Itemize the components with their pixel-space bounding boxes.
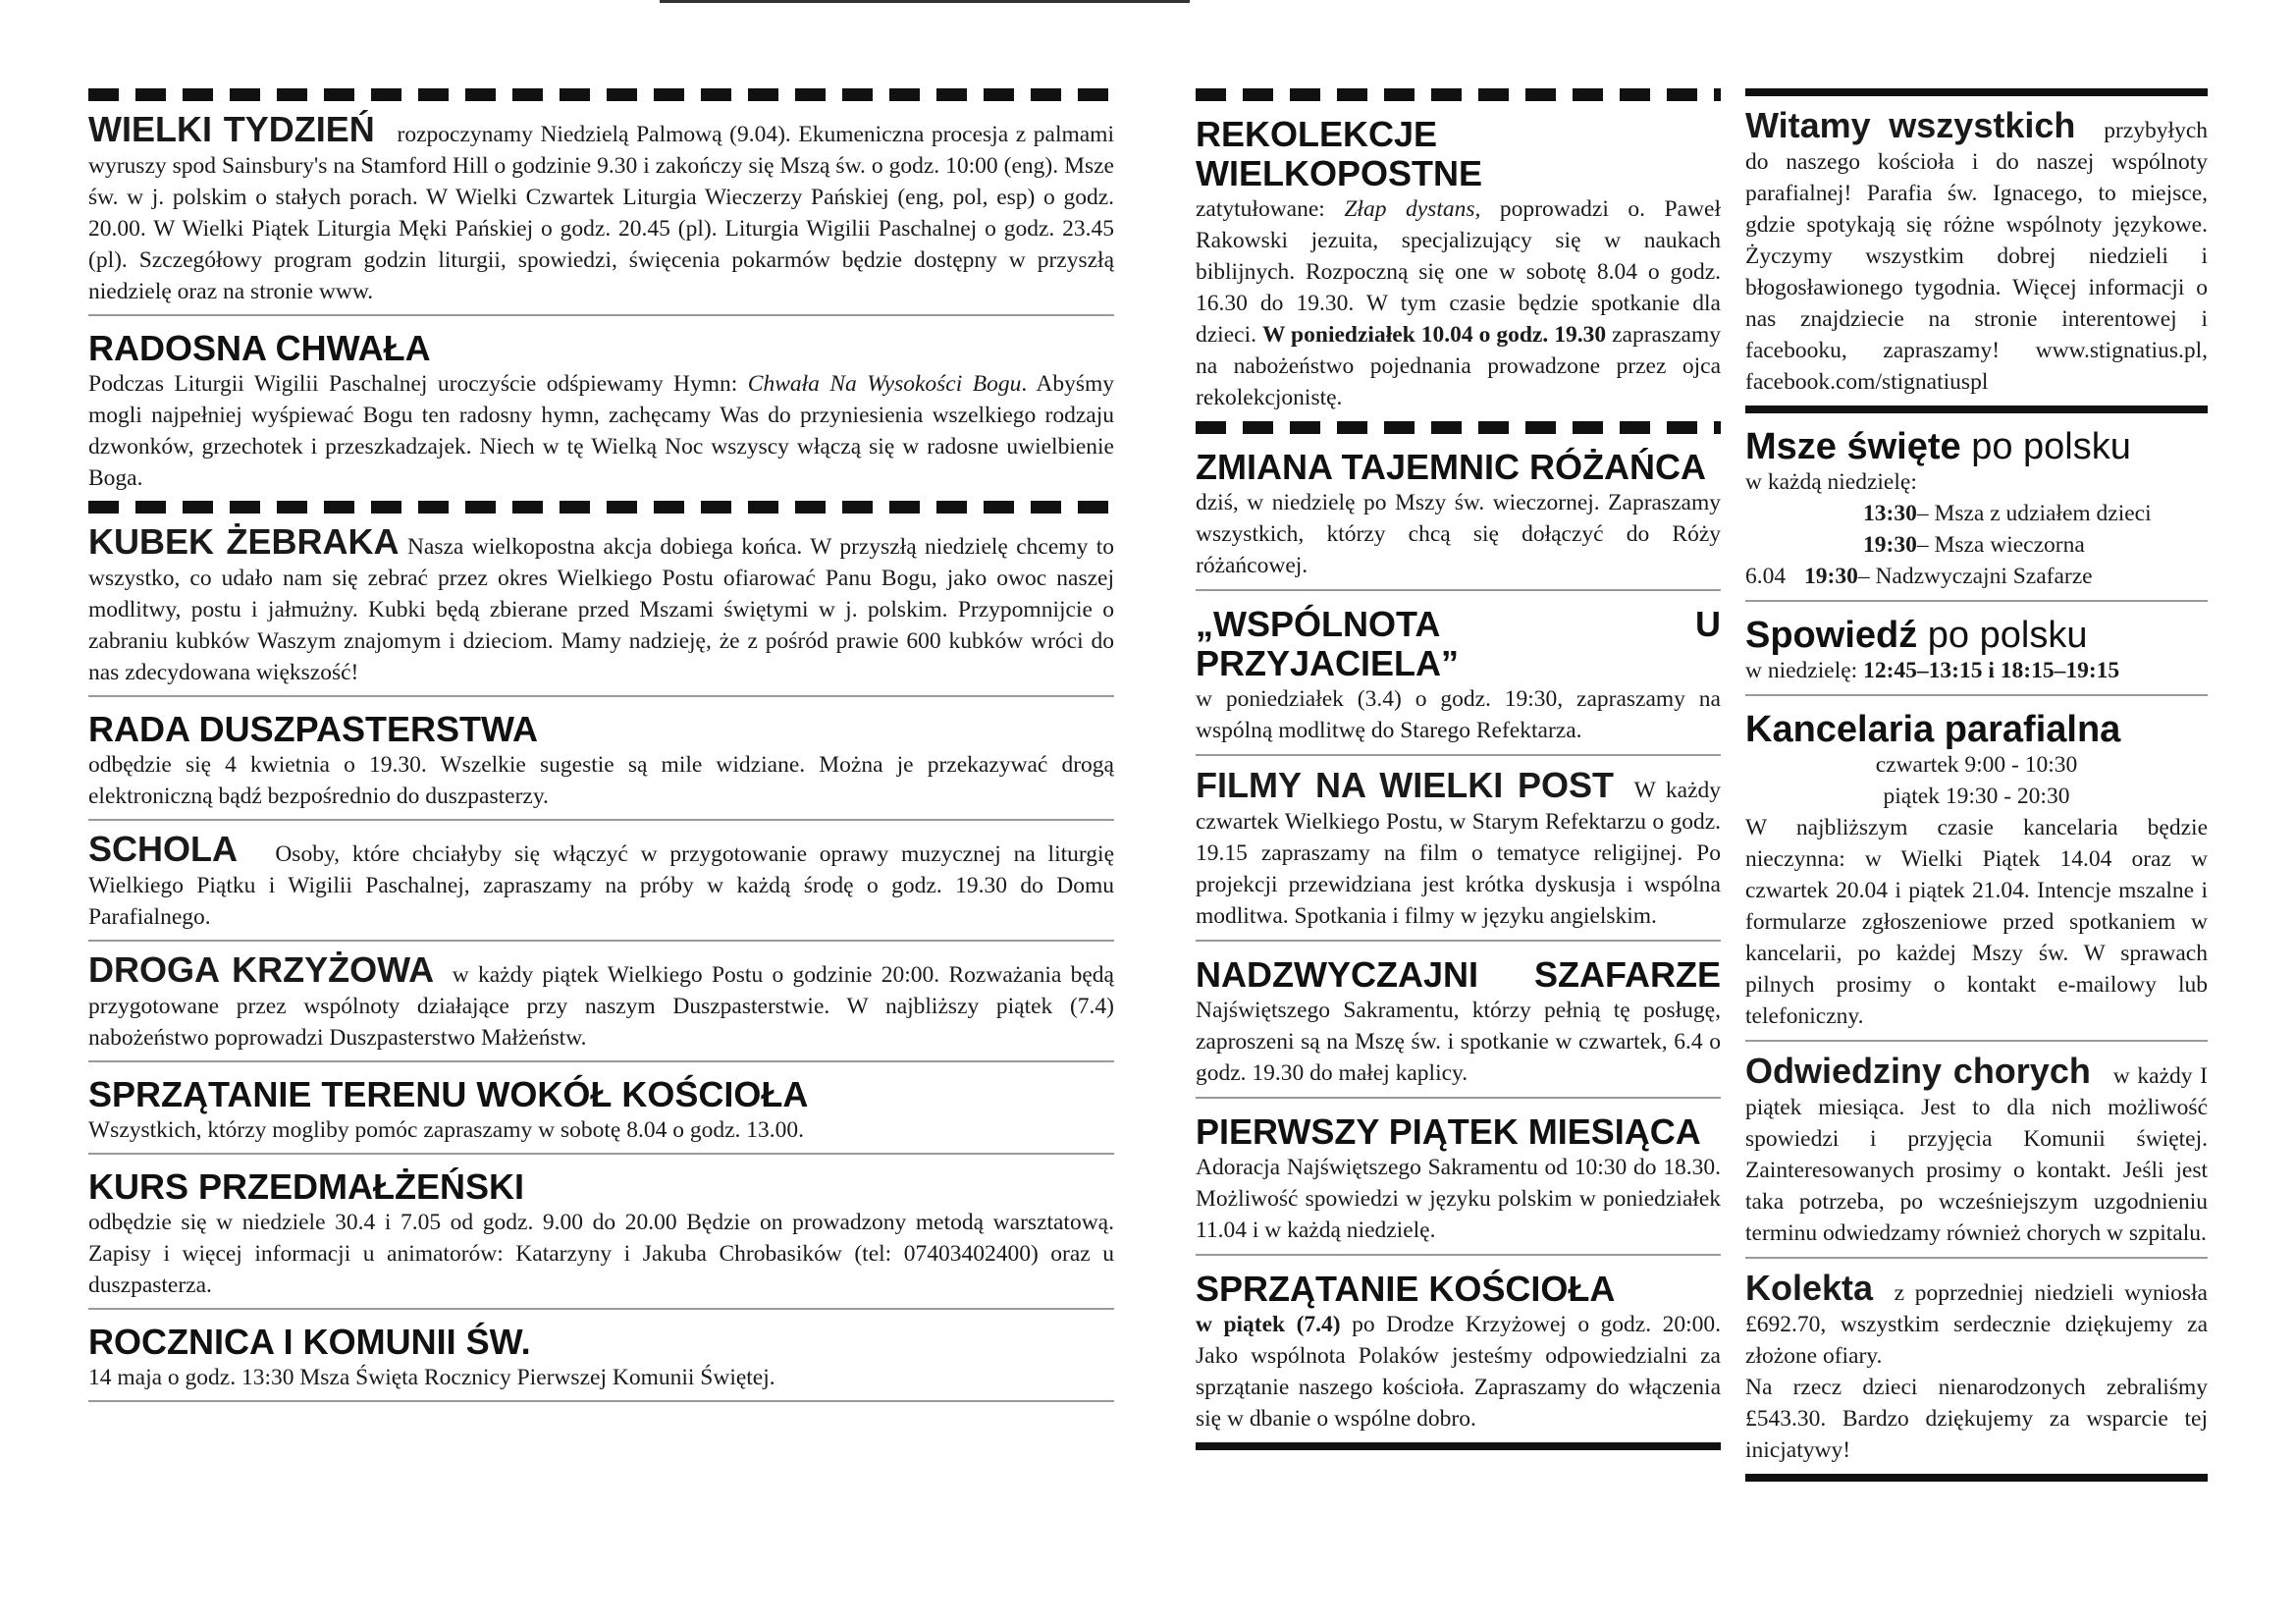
dashed-rule xyxy=(88,88,1114,101)
section-droga-krzyzowa xyxy=(88,942,1114,1060)
heading-sprzatanie-kosciola: SPRZĄTANIE KOŚCIOŁA xyxy=(1196,1269,1616,1309)
schedule-desc: – Nadzwyczajni Szafarze xyxy=(1857,564,2093,589)
section-rekolekcje xyxy=(1196,101,1721,421)
text-kubek-zebraka: Nasza wielkopostna akcja dobiega końca. W przyszłą niedzielę chcemy to wszystko, co udało nam się zebrać przez okres Wielkiego Postu ofiarować Panu Bogu, jako owoc naszej modlitwy, postu i jałmużny. Kubki będą zbierane przed Mszami świętymi w j. polskim. Przypomnijcie o zabraniu kubków Waszym znajomym i dzieciom. Mamy nadzieję, że z pośród prawie 600 kubków wróci do nas zdecydowana większość! xyxy=(88,534,1115,685)
heading-droga-krzyzowa: DROGA KRZYŻOWA xyxy=(88,949,435,990)
heading-part: Spowiedź xyxy=(1745,615,1918,656)
text-italic: Chwała Na Wysokości Bogu xyxy=(747,371,1022,397)
schedule-date: 6.04 xyxy=(1745,564,1787,589)
heading-radosna-chwala: RADOSNA CHWAŁA xyxy=(88,328,431,368)
dashed-rule xyxy=(1196,88,1721,101)
text-szafarze: Najświętszego Sakramentu, którzy pełnią tę posługę, zaproszeni są na Mszę św. i spotkanie w czwartek, 6.4 o godz. 19.30 do małej kaplicy. xyxy=(1196,998,1721,1086)
schedule-row xyxy=(1745,529,2208,561)
heading-rekolekcje: REKOLEKCJE WIELKOPOSTNE xyxy=(1196,114,1483,193)
text-kancelaria: W najbliższym czasie kancelaria będzie nieczynna: w Wielki Piątek 14.04 oraz w czwartek 20.04 i piątek 21.04. Intencje mszalne i formularze zgłoszeniowe przed spotkaniem w kancelarii, po każdej Mszy św. W sprawach pilnych prosimy o kontakt e-mailowy lub telefoniczny. xyxy=(1745,815,2208,1029)
heading-part: po polsku xyxy=(1960,426,2131,467)
section-schola xyxy=(88,821,1114,940)
text-rocznica: 14 maja o godz. 13:30 Msza Święta Rocznicy Pierwszej Komunii Świętej. xyxy=(88,1365,775,1390)
schedule-time: 13:30 xyxy=(1863,501,1917,526)
text-bold: W poniedziałek 10.04 o godz. 19.30 xyxy=(1261,322,1607,348)
dashed-rule xyxy=(88,501,1114,514)
text-part: Podczas Liturgii Wigilii Paschalnej uroczyście odśpiewamy Hymn: xyxy=(88,371,748,397)
heading-pierwszy-piatek: PIERWSZY PIĄTEK MIESIĄCA xyxy=(1196,1111,1701,1152)
text-rozaniec: dziś, w niedzielę po Mszy św. wieczornej. Zapraszamy wszystkich, którzy chcą się dołączyć do Róży różańcowej. xyxy=(1196,490,1721,578)
heading-rozaniec: ZMIANA TAJEMNIC RÓŻAŃCA xyxy=(1196,447,1706,487)
text-bold: w piątek (7.4) xyxy=(1196,1312,1341,1337)
thick-rule xyxy=(1745,406,2208,413)
heading-kurs: KURS PRZEDMAŁŻEŃSKI xyxy=(88,1166,525,1207)
text-part: w niedzielę: xyxy=(1745,658,1864,683)
section-wielki-tydzien xyxy=(88,101,1114,314)
text-part: zatytułowane: xyxy=(1196,196,1345,222)
schedule-time: 19:30 xyxy=(1863,532,1917,558)
section-radosna-chwala xyxy=(88,316,1114,501)
text-part: zapraszamy na nabożeństwo pojednania prowadzone przez ojca rekolekcjonistę. xyxy=(1196,322,1721,410)
text-kolekta-2: Na rzecz dzieci nienarodzonych zebraliśmy £543.30. Bardzo dziękujemy za wsparcie tej inicjatywy! xyxy=(1745,1375,2208,1463)
heading-rocznica: ROCZNICA I KOMUNII ŚW. xyxy=(88,1322,531,1362)
schedule-time: 19:30 xyxy=(1804,564,1858,589)
text-wspolnota: w poniedziałek (3.4) o godz. 19:30, zapraszamy na wspólną modlitwę do Starego Refektarza. xyxy=(1196,686,1721,743)
section-rozaniec xyxy=(1196,434,1721,589)
section-witamy xyxy=(1745,96,2208,406)
heading-kancelaria: Kancelaria parafialna xyxy=(1745,709,2121,750)
column-right xyxy=(1745,88,2208,1482)
heading-msze xyxy=(1745,427,2208,466)
heading-filmy: FILMY NA WIELKI POST xyxy=(1196,765,1614,805)
hours-line: piątek 19:30 - 20:30 xyxy=(1883,784,2070,809)
top-rule xyxy=(660,0,1190,3)
heading-wspolnota: „WSPÓLNOTA U PRZYJACIELA” xyxy=(1196,604,1721,683)
text-filmy: W każdy czwartek Wielkiego Postu, w Starym Refektarzu o godz. 19.15 zapraszamy na film o tematyce religijnej. Po projekcji przewidziana jest krótka dyskusja i wspólna modlitwa. Spotkania i filmy w języku angielskim. xyxy=(1196,778,1722,929)
section-msze xyxy=(1745,413,2208,600)
heading-schola: SCHOLA xyxy=(88,829,238,869)
text-pierwszy-piatek: Adoracja Najświętszego Sakramentu od 10:30 do 18.30. Możliwość spowiedzi w języku polskim w poniedziałek 11.04 i w każdą niedzielę. xyxy=(1196,1155,1721,1243)
text-msze-intro: w każdą niedzielę: xyxy=(1745,469,1917,495)
text-kolekta: z poprzedniej niedzieli wyniosła £692.70, wszystkim serdecznie dziękujemy za złożone ofiary. xyxy=(1745,1280,2208,1369)
section-rada xyxy=(88,697,1114,819)
text-rada: odbędzie się 4 kwietnia o 19.30. Wszelkie sugestie są mile widziane. Można je przekazywać drogą elektroniczną bądź bezpośrednio do duszpasterzy. xyxy=(88,752,1114,809)
column-middle xyxy=(1196,88,1721,1450)
text-bold: 12:45–13:15 i 18:15–19:15 xyxy=(1863,658,2120,683)
heading-kolekta: Kolekta xyxy=(1745,1268,1874,1308)
text-schola: Osoby, które chciałyby się włączyć w przygotowanie oprawy muzycznej na liturgię Wielkiego Piątku i Wigilii Paschalnej, zapraszamy na próby w każdą środę o godz. 19.30 do Domu Parafialnego. xyxy=(88,841,1114,930)
heading-sprzatanie-terenu: SPRZĄTANIE TERENU WOKÓŁ KOŚCIOŁA xyxy=(88,1074,809,1114)
heading-kubek-zebraka: KUBEK ŻEBRAKA xyxy=(88,521,400,562)
heading-szafarze: NADZWYCZAJNI SZAFARZE xyxy=(1196,954,1721,995)
heading-spowiedz xyxy=(1745,616,2208,655)
section-odwiedziny xyxy=(1745,1042,2208,1257)
schedule-row xyxy=(1745,561,2208,592)
text-part: . Abyśmy mogli najpełniej wyśpiewać Bogu ten radosny hymn, zachęcamy Was do przyniesienia wszelkiego rodzaju dzwonków, grzechotek i przeszkadzajek. Niech w tę Wielką Noc wszyscy włączą się w radosne uwielbienie Boga. xyxy=(88,371,1115,491)
heading-part: po polsku xyxy=(1917,615,2088,656)
divider xyxy=(88,1400,1114,1402)
text-part: poprowadzi o. Paweł Rakowski jezuita, specjalizujący się w naukach biblijnych. Rozpoczną się one w sobotę 8.04 o godz. 16.30 do 19.30. W tym czasie będzie spotkanie dla dzieci. xyxy=(1196,196,1721,348)
text-witamy: przybyłych do naszego kościoła i do naszej wspólnoty parafialnej! Parafia św. Ignacego, to miejsce, gdzie spotykają się różne wspólnoty językowe. Życzymy wszystkim dobrej niedzieli i błogosławionego tygodnia. Więcej informacji o nas znajdziecie na stronie interentowej i facebooku, zapraszamy! www.stignatius.pl, facebook.com/stignatiuspl xyxy=(1745,118,2208,395)
text-italic: Złap dystans, xyxy=(1344,196,1481,222)
text-sprzatanie-kosciola xyxy=(1196,1309,1721,1435)
column-left xyxy=(88,88,1114,1402)
section-sprzatanie-terenu xyxy=(88,1062,1114,1153)
section-wspolnota xyxy=(1196,591,1721,754)
schedule-date xyxy=(1745,529,1804,561)
section-rocznica xyxy=(88,1310,1114,1400)
text-odwiedziny: w każdy I piątek miesiąca. Jest to dla nich możliwość spowiedzi i przyjęcia Komunii świętej. Zainteresowanych prosimy o kontakt. Jeśli jest taka potrzeba, po wcześniejszym uzgodnieniu terminu odwiedzamy również chorych w szpitalu. xyxy=(1745,1063,2208,1246)
section-filmy xyxy=(1196,756,1721,940)
text-droga-krzyzowa: w każdy piątek Wielkiego Postu o godzinie 20:00. Rozważania będą przygotowane przez wspólnoty działające przy naszym Duszpasterstwie. W najbliższy piątek (7.4) nabożeństwo poprowadzi Duszpasterstwo Małżeństw. xyxy=(88,962,1114,1051)
text-part: po Drodze Krzyżowej o godz. 20:00. Jako wspólnota Polaków jesteśmy odpowiedzialni za sprzątanie naszego kościoła. Zapraszamy do włączenia się w dbanie o wspólne dobro. xyxy=(1196,1312,1721,1432)
section-pierwszy-piatek xyxy=(1196,1099,1721,1254)
hours-line: czwartek 9:00 - 10:30 xyxy=(1875,752,2078,778)
text-radosna-chwala xyxy=(88,368,1114,494)
section-szafarze xyxy=(1196,942,1721,1097)
bottom-rule xyxy=(1196,1442,1721,1450)
mass-schedule xyxy=(1745,498,2208,592)
text-rekolekcje xyxy=(1196,193,1721,413)
heading-part: Msze święte xyxy=(1745,426,1961,467)
bottom-rule xyxy=(1745,1474,2208,1482)
text-wielki-tydzien: rozpoczynamy Niedzielą Palmową (9.04). Ekumeniczna procesja z palmami wyruszy spod Sainsbury's na Stamford Hill o godzinie 9.30 i zakończy się Mszą św. o godz. 10:00 (eng). Msze św. w j. polskim o stałych porach. W Wielki Czwartek Liturgia Wieczerzy Pańskiej (eng, pol, esp) o godz. 20.00. W Wielki Piątek Liturgia Męki Pańskiej o godz. 20.45 (pl). Liturgia Wigilii Paschalnej o godz. 23.45 (pl). Szczegółowy program godzin liturgii, spowiedzi, święcenia pokarmów będzie dostępny w przyszłą niedzielę oraz na stronie www. xyxy=(88,122,1114,304)
schedule-row xyxy=(1745,498,2208,529)
dashed-rule xyxy=(1196,421,1721,434)
heading-witamy: Witamy wszystkich xyxy=(1745,105,2076,145)
heading-odwiedziny: Odwiedziny chorych xyxy=(1745,1051,2091,1091)
thick-rule xyxy=(1745,88,2208,96)
section-kancelaria xyxy=(1745,696,2208,1040)
heading-wielki-tydzien: WIELKI TYDZIEŃ xyxy=(88,109,375,149)
schedule-date xyxy=(1745,498,1804,529)
schedule-desc: – Msza wieczorna xyxy=(1916,532,2085,558)
schedule-desc: – Msza z udziałem dzieci xyxy=(1916,501,2152,526)
section-kurs xyxy=(88,1155,1114,1308)
section-kubek-zebraka xyxy=(88,514,1114,695)
text-sprzatanie-terenu: Wszystkich, którzy mogliby pomóc zapraszamy w sobotę 8.04 o godz. 13.00. xyxy=(88,1117,805,1143)
text-spowiedz xyxy=(1745,655,2208,686)
section-sprzatanie-kosciola xyxy=(1196,1256,1721,1442)
heading-rada: RADA DUSZPASTERSTWA xyxy=(88,709,538,749)
section-kolekta xyxy=(1745,1259,2208,1474)
section-spowiedz xyxy=(1745,602,2208,694)
text-kurs: odbędzie się w niedziele 30.4 i 7.05 od godz. 9.00 do 20.00 Będzie on prowadzony metodą warsztatową. Zapisy i więcej informacji u animatorów: Katarzyny i Jakuba Chrobasików (tel: 07403402400) oraz u duszpasterza. xyxy=(88,1210,1114,1298)
